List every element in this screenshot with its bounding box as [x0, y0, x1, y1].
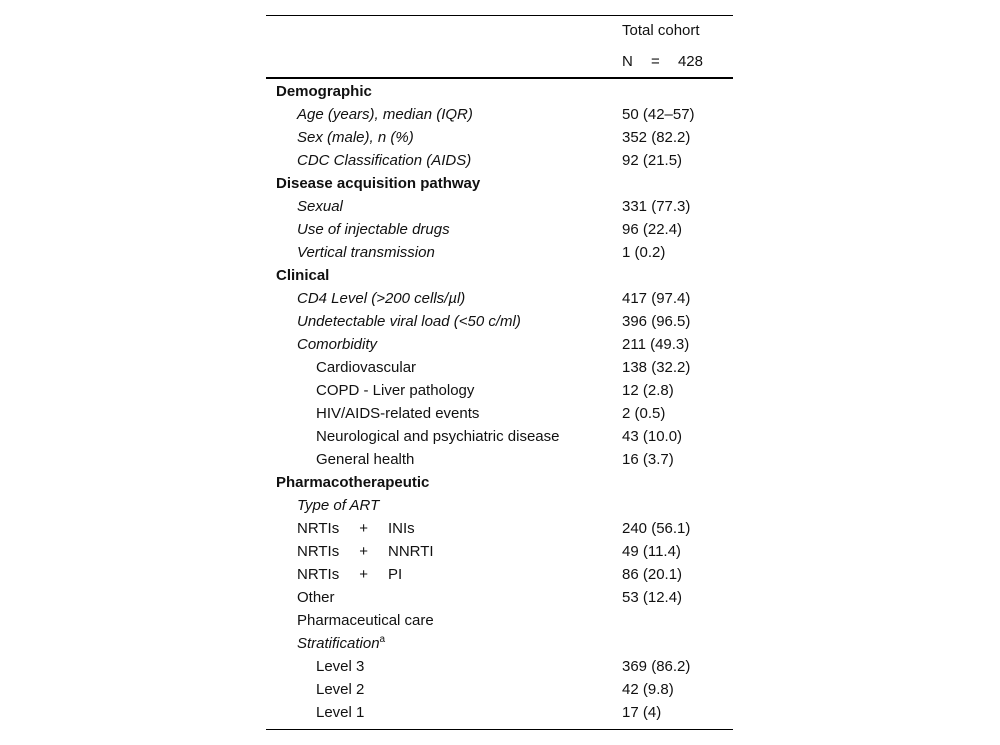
row-label-text: Type of ART	[297, 497, 380, 514]
table-row	[266, 655, 733, 678]
row-value: 86 (20.1)	[622, 566, 683, 583]
row-label	[297, 563, 402, 586]
row-label-text: Undetectable viral load (<50 c/ml)	[297, 313, 521, 330]
row-value: 417 (97.4)	[622, 290, 691, 307]
table-top-rule	[266, 15, 733, 16]
row-label-part: NRTIs	[297, 543, 340, 560]
row-label	[297, 195, 343, 218]
footnote-marker: a	[379, 634, 386, 645]
table-row	[266, 310, 733, 333]
row-value: 2 (0.5)	[622, 405, 666, 422]
table-row	[266, 333, 733, 356]
row-value: 49 (11.4)	[622, 543, 681, 560]
row-label-text: Clinical	[276, 267, 330, 284]
row-label	[316, 402, 479, 425]
row-label	[297, 241, 435, 264]
row-value: 53 (12.4)	[622, 589, 683, 606]
row-label-text: COPD - Liver pathology	[316, 382, 475, 399]
table-bottom-rule	[266, 729, 733, 730]
row-label-text: Level 1	[316, 704, 365, 721]
row-label-text: Level 3	[316, 658, 365, 675]
row-label	[316, 655, 364, 678]
row-label	[316, 425, 559, 448]
row-value: 1 (0.2)	[622, 244, 666, 261]
row-value: 369 (86.2)	[622, 658, 691, 675]
row-label	[297, 333, 377, 356]
table-row	[266, 448, 733, 471]
row-label-part: NRTIs	[297, 566, 340, 583]
row-label-text: Sexual	[297, 198, 343, 215]
row-label-text: Sex (male), n (%)	[297, 129, 414, 146]
table-row	[266, 103, 733, 126]
row-label-text: Cardiovascular	[316, 359, 417, 376]
row-label-text: Pharmaceutical care	[297, 612, 434, 629]
table-row	[266, 241, 733, 264]
table-row	[266, 149, 733, 172]
row-value: 50 (42–57)	[622, 106, 695, 123]
table-row	[266, 494, 733, 517]
row-label	[276, 264, 329, 287]
n-value: 428	[677, 53, 703, 70]
row-value: 240 (56.1)	[622, 520, 691, 537]
table-row	[266, 126, 733, 149]
table-row	[266, 172, 733, 195]
row-value: 16 (3.7)	[622, 451, 674, 468]
row-label-part: INIs	[388, 520, 415, 537]
row-value: 352 (82.2)	[622, 129, 691, 146]
row-label-text: Pharmacotherapeutic	[276, 474, 430, 491]
row-value: 396 (96.5)	[622, 313, 691, 330]
row-label	[297, 609, 434, 632]
column-header: Total cohort	[622, 22, 700, 39]
row-label-text: Other	[297, 589, 335, 606]
table-row	[266, 632, 733, 655]
table-row	[266, 80, 733, 103]
row-label	[297, 494, 379, 517]
row-label-text: Stratification	[297, 635, 380, 652]
row-label	[297, 517, 415, 540]
row-label	[316, 356, 416, 379]
row-label	[276, 80, 372, 103]
table-row	[266, 379, 733, 402]
row-label-text: Age (years), median (IQR)	[297, 106, 473, 123]
row-label-text: Demographic	[276, 83, 372, 100]
row-value: 211 (49.3)	[622, 336, 690, 353]
row-value: 331 (77.3)	[622, 198, 691, 215]
row-label	[297, 287, 465, 310]
table-row	[266, 586, 733, 609]
row-value: 138 (32.2)	[622, 359, 691, 376]
row-label-part: NRTIs	[297, 520, 340, 537]
row-value: 42 (9.8)	[622, 681, 674, 698]
table-row	[266, 540, 733, 563]
row-label	[276, 471, 429, 494]
row-label	[297, 149, 471, 172]
row-label-text: General health	[316, 451, 415, 468]
table-row	[266, 287, 733, 310]
table-row	[266, 678, 733, 701]
row-label	[276, 172, 480, 195]
row-label-part: +	[359, 520, 368, 537]
row-label-part: +	[359, 566, 368, 583]
table-row	[266, 701, 733, 724]
row-label	[297, 632, 385, 655]
row-label-text: CDC Classification (AIDS)	[297, 152, 472, 169]
row-label	[297, 126, 414, 149]
row-label	[297, 586, 335, 609]
row-label	[297, 540, 434, 563]
n-equals: =	[651, 53, 660, 70]
row-label-part: +	[359, 543, 368, 560]
table-row	[266, 402, 733, 425]
row-label-text: Neurological and psychiatric disease	[316, 428, 560, 445]
row-label	[316, 448, 414, 471]
row-value: 17 (4)	[622, 704, 662, 721]
table-row	[266, 195, 733, 218]
table-row	[266, 471, 733, 494]
table-row	[266, 517, 733, 540]
row-label	[316, 678, 364, 701]
row-label	[316, 379, 474, 402]
row-label-text: CD4 Level (>200 cells/µl)	[297, 290, 466, 307]
row-label	[297, 310, 521, 333]
row-label	[297, 103, 473, 126]
n-header	[622, 52, 703, 72]
header-rule	[266, 77, 733, 79]
row-value: 96 (22.4)	[622, 221, 683, 238]
table-row	[266, 264, 733, 287]
table-row	[266, 218, 733, 241]
n-label: N	[622, 53, 633, 70]
row-label	[316, 701, 364, 724]
row-value: 12 (2.8)	[622, 382, 674, 399]
row-value: 92 (21.5)	[622, 152, 683, 169]
row-label-text: Level 2	[316, 681, 365, 698]
row-label-part: PI	[388, 566, 403, 583]
row-value: 43 (10.0)	[622, 428, 683, 445]
row-label-text: Disease acquisition pathway	[276, 175, 481, 192]
table-row	[266, 425, 733, 448]
table-row	[266, 609, 733, 632]
row-label	[297, 218, 450, 241]
table-row	[266, 563, 733, 586]
table-row	[266, 356, 733, 379]
row-label-part: NNRTI	[388, 543, 434, 560]
row-label-text: Vertical transmission	[297, 244, 435, 261]
row-label-text: Comorbidity	[297, 336, 378, 353]
row-label-text: HIV/AIDS-related events	[316, 405, 480, 422]
row-label-text: Use of injectable drugs	[297, 221, 450, 238]
